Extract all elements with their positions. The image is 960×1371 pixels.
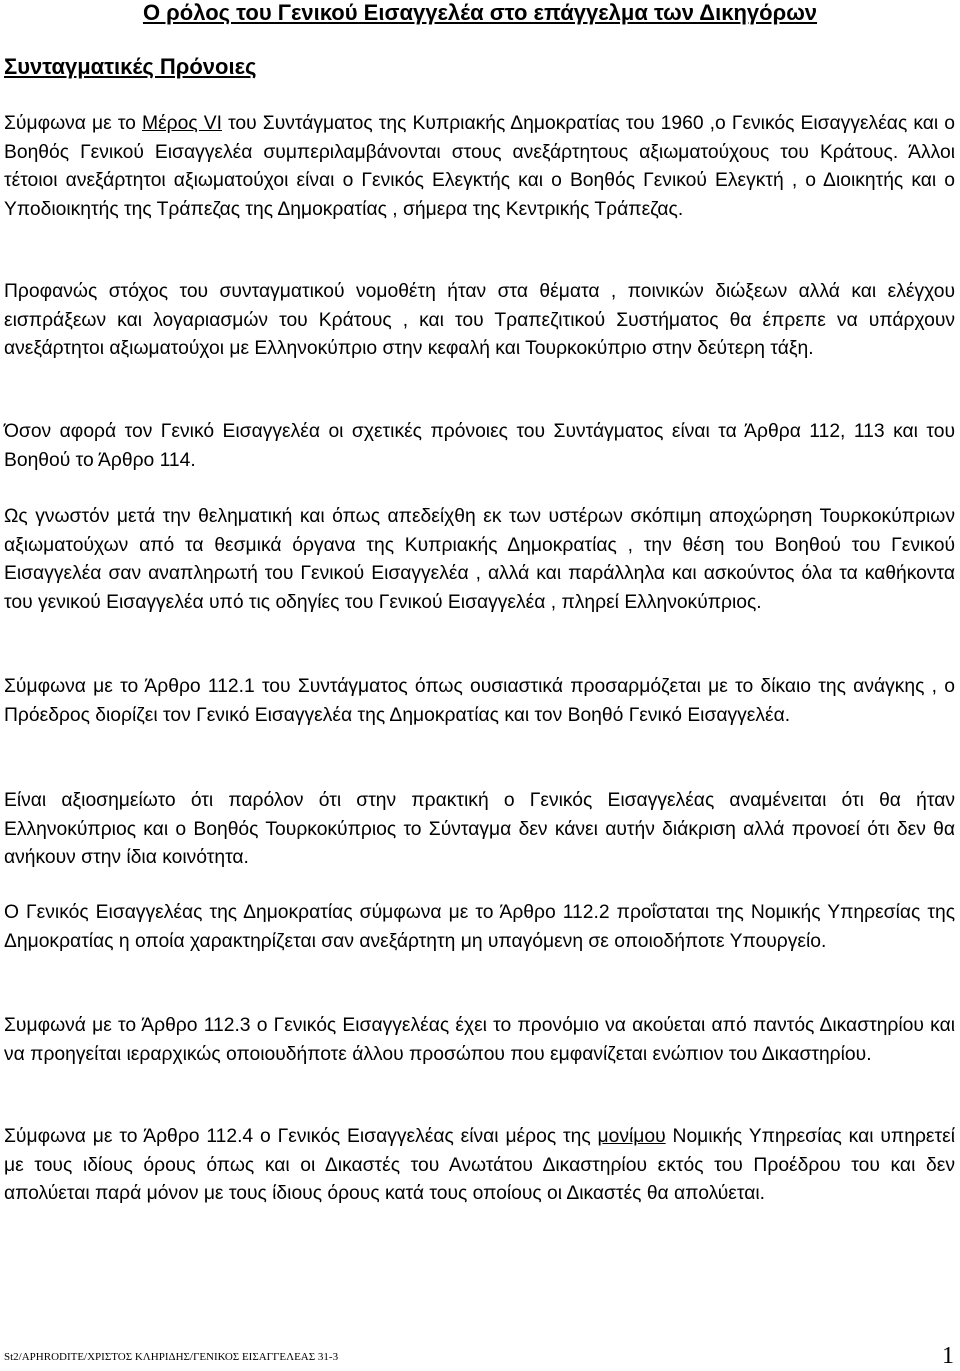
paragraph-2: Προφανώς στόχος του συνταγματικού νομοθέτη ήταν στα θέματα , ποινικών διώξεων αλλά και ελέγχου εισπράξεων και λογαριασμών του Κράτους , και του Τραπεζιτικού Συστήματος θα έπρεπε να υπάρχουν ανεξάρτητοι αξιωματούχοι με Ελληνοκύπριο στην κεφαλή και Τουρκοκύπριο στην δεύτερη τάξη. [4, 281, 955, 359]
paragraph-6: Είναι αξιοσημείωτο ότι παρόλον ότι στην πρακτική ο Γενικός Εισαγγελέας αναμένειται ότι θα ήταν Ελληνοκύπριος και ο Βοηθός Τουρκοκύπριος το Σύνταγμα δεν κάνει αυτήν διάκριση αλλά προνοεί ότι δεν θα ανήκουν στην ίδια κοινότητα. [4, 790, 955, 868]
paragraph-9 [4, 1123, 955, 1209]
paragraph-4: Ως γνωστόν μετά την θεληματική και όπως απεδείχθη εκ των υστέρων σκόπιμη αποχώρηση Τουρκοκύπριων αξιωματούχων από τα θεσμικά όργανα της Κυπριακής Δημοκρατίας , την θέση του Βοηθού του Γενικού Εισαγγελέα σαν αναπληρωτή του Γενικού Εισαγγελέα , αλλά και παράλληλα και ασκούντος όλα τα καθήκοντα του γενικού Εισαγγελέα υπό τις οδηγίες του Γενικού Εισαγγελέα , πληρεί Ελληνοκύπριος. [4, 506, 955, 613]
paragraph-8: Συμφωνά με το Άρθρο 112.3 ο Γενικός Εισαγγελέας έχει το προνόμιο να ακούεται από παντός Δικαστηρίου και να πρoηγείται ιεραρχικώς οποιουδήποτε άλλου προσώπου που εμφανίζεται ενώπιον του Δικαστηρίου. [4, 1015, 955, 1065]
permanent-link[interactable]: μονίμου [597, 1126, 666, 1147]
paragraph-1-text-start: Σύμφωνα με το [4, 113, 143, 134]
paragraph-9-text-end: Νομικής Υπηρεσίας και υπηρετεί με τους ιδίους όρους όπως και οι Δικαστές του Ανωτάτου Δικαστηρίου εκτός του Προέδρου του και δεν απολύεται παρά μόνον με τους ίδιους όρους κατά τους οποίους οι Δικαστές θα απολύεται. [4, 1126, 956, 1204]
paragraph-7: Ο Γενικός Εισαγγελέας της Δημοκρατίας σύμφωνα με το Άρθρο 112.2 προΐσταται της Νομικής Υπηρεσίας της Δημοκρατίας η οποία χαρακτηρίζεται σαν ανεξάρτητη μη υπαγόμενη σε οποιοδήποτε Υπουργείο. [4, 902, 955, 952]
paragraph-5: Σύμφωνα με το Άρθρο 112.1 του Συντάγματος όπως ουσιαστικά προσαρμόζεται με το δίκαιο της ανάγκης , ο Πρόεδρος διορίζει τον Γενικό Εισαγγελέα της Δημοκρατίας και τον Βοηθό Γενικό Εισαγγελέα. [4, 676, 955, 726]
document-title: Ο ρόλος του Γενικού Εισαγγελέα στο επάγγελμα των Δικηγόρων [142, 0, 818, 25]
paragraph-9-text-start: Σύμφωνα με το Άρθρο 112.4 ο Γενικός Εισαγγελέας είναι μέρος της [4, 1126, 598, 1147]
page-number: 1 [942, 1343, 954, 1369]
paragraph-1-text-end: του Συντάγματος της Κυπριακής Δημοκρατίας του 1960 ,ο Γενικός Εισαγγελέας και ο Βοηθός Γενικού Εισαγγελέα συμπεριλαμβάνονται στους ανεξάρτητους αξιωματούχους του Κράτους. Άλλοι τέτοιοι ανεξάρτητοι αξιωματούχοι είναι ο Γενικός Ελεγκτής και ο Βοηθός Γενικού Ελεγκτή , ο Διοικητής και ο Υποδιοικητής της Τράπεζας της Δημοκρατίας , σήμερα της Κεντρικής Τράπεζας. [4, 113, 956, 220]
footer-reference: St2/APHRODITE/ΧΡΙΣΤΟΣ ΚΛΗΡΙΔΗΣ/ΓΕΝΙΚΟΣ ΕΙΣΑΓΓΕΛΕΑΣ 31-3 [4, 1351, 339, 1363]
section-heading: Συνταγματικές Πρόνοιες [4, 54, 257, 79]
paragraph-3: Όσον αφορά τον Γενικό Εισαγγελέα οι σχετικές πρόνοιες του Συντάγματος είναι τα Άρθρα 112, 113 και του Βοηθού το Άρθρο 114. [4, 421, 955, 471]
paragraph-1 [4, 110, 955, 224]
part-vi-link[interactable]: Μέρος VI [142, 113, 222, 134]
